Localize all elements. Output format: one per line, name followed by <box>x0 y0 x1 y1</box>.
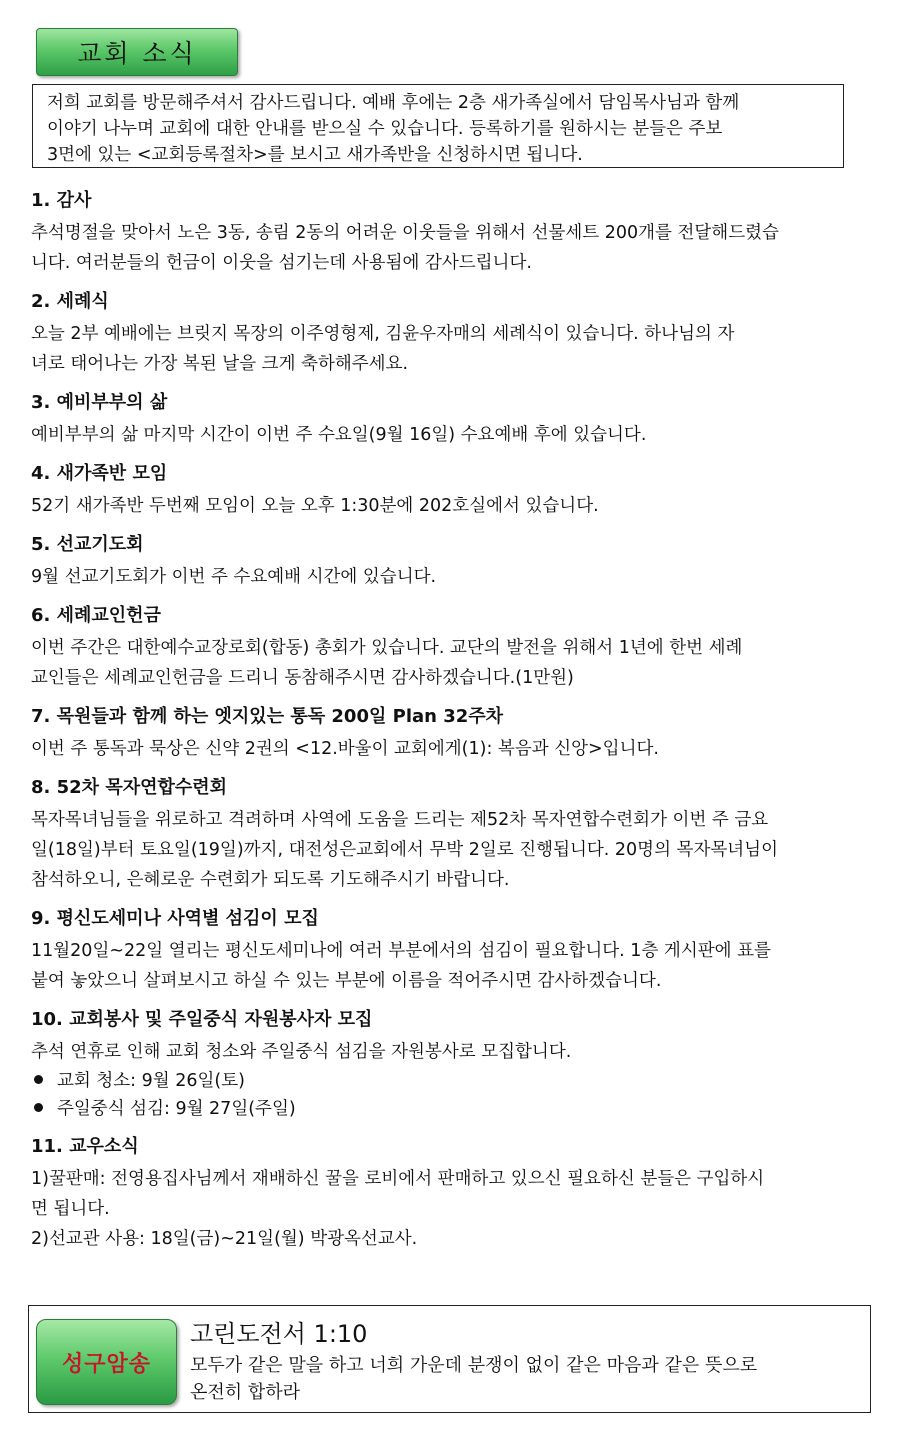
news-item-text: 52기 새가족반 두번째 모임이 오늘 오후 1:30분에 202호실에서 있습니다. <box>31 496 599 516</box>
news-item-title: 4. 새가족반 모임 <box>31 463 168 484</box>
news-list <box>31 188 871 1265</box>
news-item-title: 5. 선교기도회 <box>31 534 144 555</box>
news-item-title: 3. 예비부부의 삶 <box>31 392 168 413</box>
news-item-text: 2)선교관 사용: 18일(금)~21일(월) 박광옥선교사. <box>31 1229 418 1249</box>
verse-text <box>190 1352 866 1406</box>
news-item-offering <box>31 603 871 693</box>
verse-reference: 고린도전서 1:10 <box>190 1320 368 1348</box>
section-title-badge <box>36 28 238 76</box>
news-item-title: 8. 52차 목자연합수련회 <box>31 777 228 798</box>
bullet-list <box>31 1067 871 1123</box>
verse-label: 성구암송 <box>61 1351 151 1377</box>
section-title: 교회 소식 <box>77 39 197 68</box>
bullet-dot-icon <box>34 1075 43 1084</box>
news-item-text: 목자목녀님들을 위로하고 격려하며 사역에 도움을 드리는 제52차 목자연합수련회가 이번 주 금요 <box>31 810 769 830</box>
verse-box <box>28 1305 871 1413</box>
news-item-text: 예비부부의 삶 마지막 시간이 이번 주 수요일(9월 16일) 수요예배 후에 있습니다. <box>31 425 647 445</box>
news-item-members <box>31 1134 871 1254</box>
verse-line: 모두가 같은 말을 하고 너희 가운데 분쟁이 없이 같은 마음과 같은 뜻으로 <box>190 1355 758 1376</box>
news-item-premarital <box>31 390 871 450</box>
news-item-mission-prayer <box>31 532 871 592</box>
news-item-text: 오늘 2부 예배에는 브릿지 목장의 이주영형제, 김윤우자매의 세례식이 있습니다. 하나님의 자 <box>31 324 735 344</box>
verse-label-badge <box>36 1319 177 1405</box>
bullet-text: 주일중식 섬김: 9월 27일(주일) <box>57 1099 296 1119</box>
news-item-text: 이번 주간은 대한예수교장로회(합동) 총회가 있습니다. 교단의 발전을 위해서 1년에 한번 세례 <box>31 638 743 658</box>
news-item-title: 11. 교우소식 <box>31 1136 139 1157</box>
news-item-title: 10. 교회봉사 및 주일중식 자원봉사자 모집 <box>31 1009 373 1030</box>
bullet-text: 교회 청소: 9월 26일(토) <box>57 1071 245 1091</box>
news-item-text: 면 됩니다. <box>31 1199 110 1219</box>
news-item-title: 2. 세례식 <box>31 291 109 312</box>
news-item-title: 9. 평신도세미나 사역별 섬김이 모집 <box>31 908 319 929</box>
news-item-volunteers <box>31 1007 871 1123</box>
news-item-text: 9월 선교기도회가 이번 주 수요예배 시간에 있습니다. <box>31 567 437 587</box>
news-item-newcomers <box>31 461 871 521</box>
news-item-text: 1)꿀판매: 전영용집사님께서 재배하신 꿀을 로비에서 판매하고 있으신 필요하신 분들은 구입하시 <box>31 1169 765 1189</box>
bullet-item <box>31 1095 871 1123</box>
news-item-baptism <box>31 289 871 379</box>
intro-line: 3면에 있는 <교회등록절차>를 보시고 새가족반을 신청하시면 됩니다. <box>47 145 583 165</box>
bullet-dot-icon <box>34 1103 43 1112</box>
news-item-thanks <box>31 188 871 278</box>
news-item-text: 참석하오니, 은혜로운 수련회가 되도록 기도해주시기 바랍니다. <box>31 870 510 890</box>
intro-line: 이야기 나누며 교회에 대한 안내를 받으실 수 있습니다. 등록하기를 원하시는 분들은 주보 <box>47 119 723 139</box>
news-item-title: 7. 목원들과 함께 하는 엣지있는 통독 200일 Plan 32주차 <box>31 706 504 727</box>
news-item-text: 일(18일)부터 토요일(19일)까지, 대전성은교회에서 무박 2일로 진행됩니다. 20명의 목자목녀님이 <box>31 840 778 860</box>
news-item-text: 붙여 놓았으니 살펴보시고 하실 수 있는 부분에 이름을 적어주시면 감사하겠습니다. <box>31 971 662 991</box>
news-item-text: 교인들은 세례교인헌금을 드리니 동참해주시면 감사하겠습니다.(1만원) <box>31 668 574 688</box>
news-item-title: 1. 감사 <box>31 190 92 211</box>
news-item-text: 니다. 여러분들의 헌금이 이웃을 섬기는데 사용됨에 감사드립니다. <box>31 253 532 273</box>
intro-box <box>32 84 844 168</box>
verse-line: 온전히 합하라 <box>190 1382 301 1403</box>
news-item-text: 이번 주 통독과 묵상은 신약 2권의 <12.바울이 교회에게(1): 복음과 신앙>입니다. <box>31 739 659 759</box>
news-item-seminar <box>31 906 871 996</box>
news-item-text: 추석명절을 맞아서 노은 3동, 송림 2동의 어려운 이웃들을 위해서 선물세트 200개를 전달해드렸습 <box>31 223 779 243</box>
news-item-text: 추석 연휴로 인해 교회 청소와 주일중식 섬김을 자원봉사로 모집합니다. <box>31 1042 572 1062</box>
intro-line: 저희 교회를 방문해주셔서 감사드립니다. 예배 후에는 2층 새가족실에서 담임목사님과 함께 <box>47 93 740 113</box>
news-item-retreat <box>31 775 871 895</box>
news-item-text: 11월20일~22일 열리는 평신도세미나에 여러 부분에서의 섬김이 필요합니다. 1층 게시판에 표를 <box>31 941 771 961</box>
news-item-text: 녀로 태어나는 가장 복된 날을 크게 축하해주세요. <box>31 354 409 374</box>
news-item-bible-reading <box>31 704 871 764</box>
bullet-item <box>31 1067 871 1095</box>
news-item-title: 6. 세례교인헌금 <box>31 605 161 626</box>
